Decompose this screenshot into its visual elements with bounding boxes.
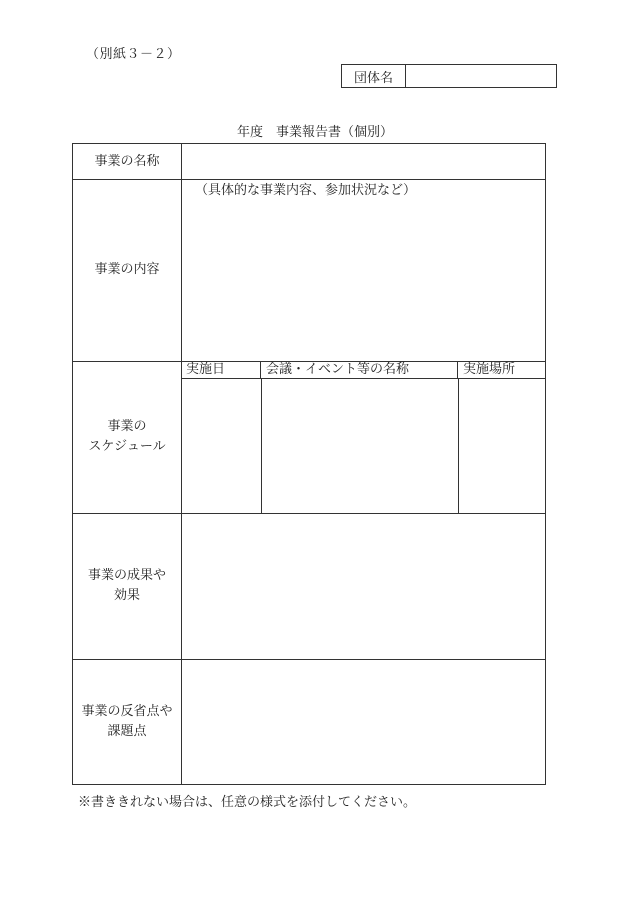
project-name-label: 事業の名称	[73, 144, 182, 179]
project-name-input[interactable]	[181, 144, 545, 179]
results-label-line1: 事業の成果や	[87, 568, 166, 583]
results-label-line2: 効果	[113, 588, 140, 603]
organization-label: 団体名	[342, 65, 406, 87]
schedule-venue-input[interactable]	[458, 379, 545, 513]
document-title: 年度 事業報告書（個別）	[236, 125, 393, 140]
schedule-date-input[interactable]	[181, 379, 262, 513]
organization-field	[341, 64, 557, 88]
review-row	[73, 659, 545, 784]
schedule-header-event: 会議・イベント等の名称	[261, 361, 458, 379]
results-label	[73, 513, 182, 659]
schedule-label	[73, 361, 182, 513]
review-input[interactable]	[181, 659, 545, 784]
review-label	[73, 659, 182, 784]
review-label-line2: 課題点	[107, 723, 147, 739]
results-input[interactable]	[181, 513, 545, 659]
schedule-table	[181, 361, 545, 513]
results-row	[73, 513, 545, 660]
report-form	[72, 143, 546, 785]
schedule-header-venue: 実施場所	[458, 361, 545, 379]
content-input[interactable]	[181, 179, 545, 361]
schedule-label-line2: スケジュール	[88, 439, 166, 454]
schedule-event-input[interactable]	[261, 379, 459, 513]
content-hint: （具体的な事業内容、参加状況など）	[195, 183, 417, 198]
review-label-line1: 事業の反省点や	[81, 703, 173, 719]
content-row	[73, 179, 545, 362]
schedule-row	[73, 361, 545, 514]
project-name-row	[73, 144, 545, 180]
content-label: 事業の内容	[73, 179, 182, 361]
footer-note: ※書ききれない場合は、任意の様式を添付してください。	[78, 795, 417, 810]
schedule-label-line1: 事業の	[107, 419, 147, 434]
annex-label: （別紙３－２）	[86, 47, 181, 62]
organization-value[interactable]	[406, 65, 556, 87]
schedule-header-date: 実施日	[181, 361, 261, 379]
